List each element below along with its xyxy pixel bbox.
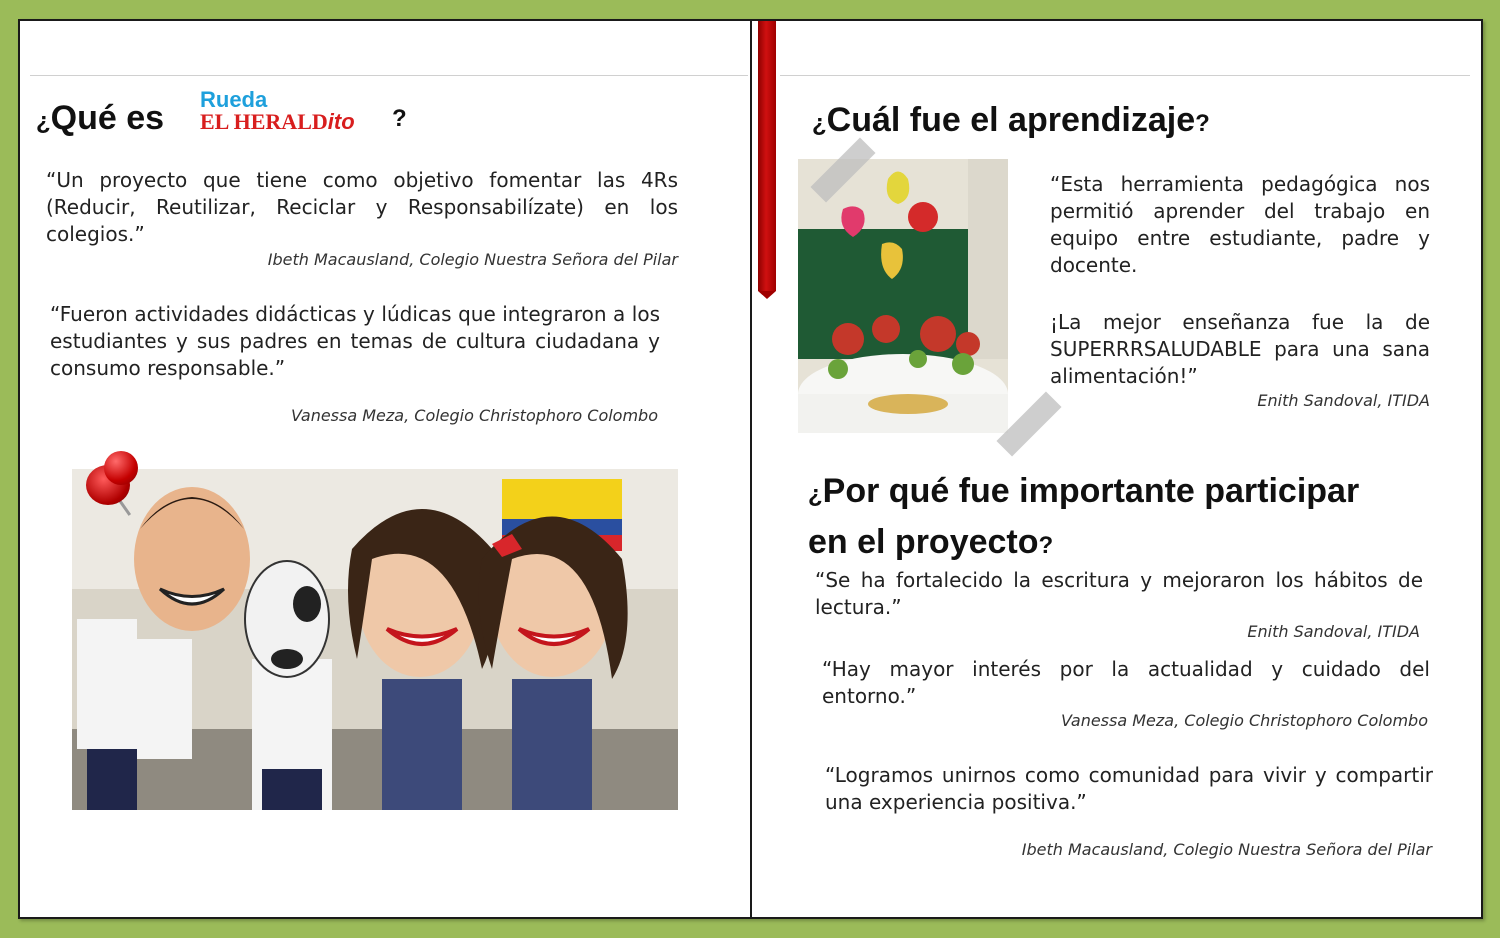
fruit-display-photo — [798, 159, 1008, 433]
section2-quote-2-author: Vanessa Meza, Colegio Christophoro Colombo — [1060, 711, 1428, 730]
section2-quote-3-author: Ibeth Macausland, Colegio Nuestra Señora del Pilar — [1021, 840, 1432, 859]
section1-quote-p1: “Esta herramienta pedagógica nos permitió aprender del trabajo en equipo entre estudiante, padre y docente. — [1050, 172, 1430, 277]
rueda-el-heraldito-logo — [200, 87, 390, 137]
newsletter-page — [18, 19, 1483, 919]
logo-heraldo-text: EL HERALDito — [200, 109, 355, 134]
center-divider — [750, 21, 752, 917]
red-ribbon-bookmark — [758, 21, 776, 291]
section2-quote-2: “Hay mayor interés por la actualidad y cuidado del entorno.” — [822, 657, 1430, 708]
section2-heading: ¿Por qué fue importante participar en el proyecto? — [808, 472, 1360, 561]
left-heading-close: ? — [392, 105, 407, 132]
top-rule-right — [780, 75, 1470, 76]
left-quote-2-author: Vanessa Meza, Colegio Christophoro Colombo — [290, 406, 658, 425]
section1-heading: ¿Cuál fue el aprendizaje? — [812, 101, 1210, 139]
section2-quote-3: “Logramos unirnos como comunidad para vivir y compartir una experiencia positiva.” — [825, 763, 1433, 814]
top-rule-left — [30, 75, 748, 76]
left-quote-1: “Un proyecto que tiene como objetivo fomentar las 4Rs (Reducir, Reutilizar, Reciclar y Responsabilízate) en los colegios.” — [46, 168, 678, 246]
red-pushpin — [86, 451, 156, 521]
section1-author: Enith Sandoval, ITIDA — [1257, 391, 1430, 410]
left-heading: ¿Qué es — [36, 99, 165, 137]
logo-rueda-text: Rueda — [200, 87, 268, 112]
left-quote-1-author: Ibeth Macausland, Colegio Nuestra Señora del Pilar — [267, 250, 678, 269]
section2-quote-1: “Se ha fortalecido la escritura y mejoraron los hábitos de lectura.” — [815, 568, 1423, 619]
section1-quote-p2: ¡La mejor enseñanza fue la de SUPERRRSALUDABLE para una sana alimentación!” — [1050, 310, 1430, 388]
mascots-photo — [72, 469, 678, 810]
section2-quote-1-author: Enith Sandoval, ITIDA — [1247, 622, 1420, 641]
left-quote-2: “Fueron actividades didácticas y lúdicas que integraron a los estudiantes y sus padres en temas de cultura ciudadana y consumo responsable.” — [50, 302, 660, 380]
